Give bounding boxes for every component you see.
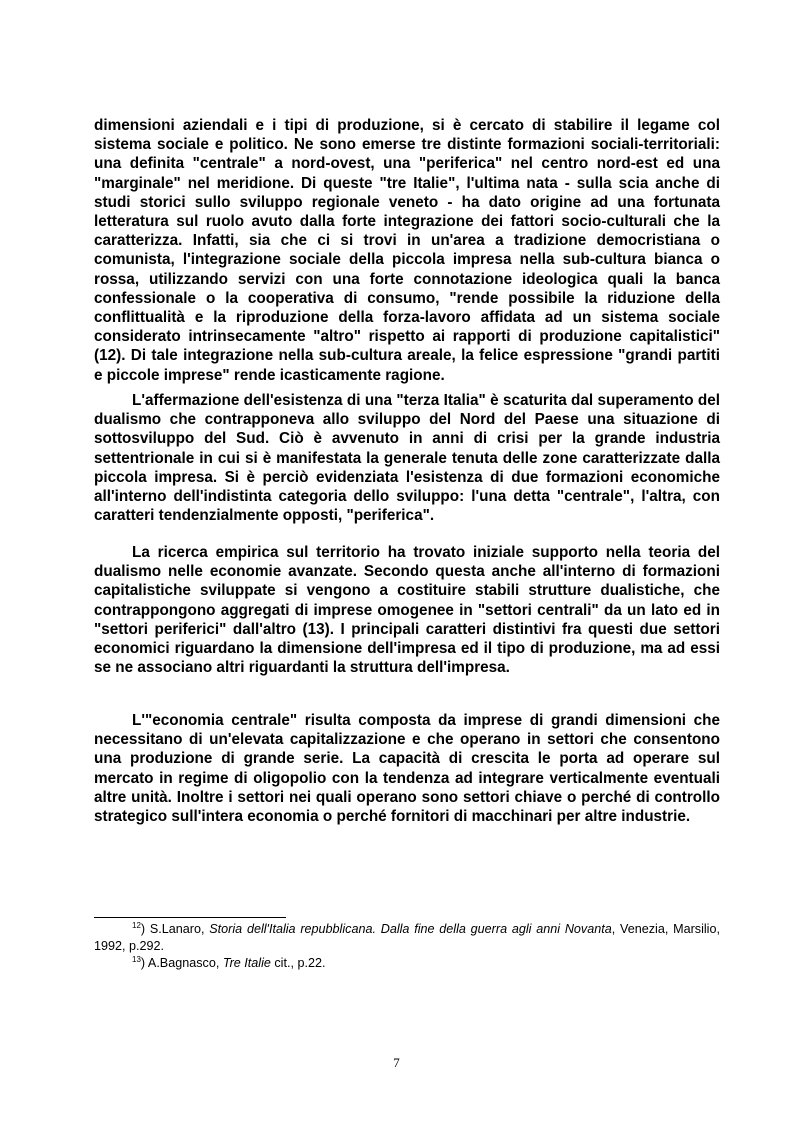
footnote-13 [94, 955, 720, 972]
footnote-12-details: , Venezia, Marsilio, 1992, p.292. [94, 922, 720, 953]
paragraph-4: L'"economia centrale" risulta composta da imprese di grandi dimensioni che necessitano di un'elevata capitalizzazione e che operano in settori che consentono una produzione di grande serie. La capacità di crescita le porta ad operare sul mercato in regime di oligopolio con la tendenza ad integrare verticalmente eventuali altre unità. Inoltre i settori nei quali operano sono settori chiave o perché di controllo strategico sull'intera economia o perché fornitori di macchinari per altre industrie. [94, 712, 720, 826]
footnote-13-details: cit., p.22. [270, 956, 326, 970]
paragraph-1: dimensioni aziendali e i tipi di produzione, si è cercato di stabilire il legame col sistema sociale e politico. Ne sono emerse tre distinte formazioni sociali-territoriali: una definita "centrale" a nord-ovest, una "periferica" nel centro nord-est ed una "marginale" nel meridione. Di queste "tre Italie", l'ultima nata - sulla scia anche di studi storici sullo sviluppo regionale veneto - ha dato origine ad una fortunata letteratura sul ruolo avuto dalla forte integrazione dei fattori socio-culturali che la caratterizza. Infatti, sia che ci si trovi in un'area a tradizione democristiana o comunista, l'integrazione sociale della piccola impresa nella sub-cultura bianca o rossa, utilizzando servizi con una forte connotazione ideologica quali la banca confessionale o la cooperativa di consumo, "rende possibile la riduzione della conflittualità e la riproduzione della forza-lavoro affidata ad un sistema sociale considerato intrinsecamente "altro" rispetto ai rapporti di produzione capitalistici" (12). Di tale integrazione nella sub-cultura areale, la felice espressione "grandi partiti e piccole imprese" rende icasticamente ragione. [94, 117, 720, 384]
footnote-separator [94, 917, 286, 918]
paragraph-3: La ricerca empirica sul territorio ha trovato iniziale supporto nella teoria del dualismo nelle economie avanzate. Secondo questa anche all'interno di formazioni capitalistiche sviluppate si vengono a costituire stabili strutture dualistiche, che contrappongono aggregati di imprese omogenee in "settori centrali" da un lato ed in "settori periferici" dall'altro (13). I principali caratteri distintivi fra questi due settori economici riguardano la dimensione dell'impresa ed il tipo di produzione, ma ad essi se ne associano altri riguardanti la struttura dell'impresa. [94, 544, 720, 677]
page-number: 7 [393, 1055, 400, 1070]
footnote-13-marker: ) [140, 956, 146, 970]
footnote-12-title: Storia dell'Italia repubblicana. Dalla fine della guerra agli anni Novanta [209, 922, 612, 936]
paragraph-2: L'affermazione dell'esistenza di una "terza Italia" è scaturita dal superamento del dualismo che contrapponeva allo sviluppo del Nord del Paese una situazione di sottosviluppo del Sud. Ciò è avvenuto in anni di crisi per la grande industria settentrionale in cui si è manifestata la generale tenuta delle zone caratterizzate dalla piccola impresa. Si è perciò evidenziata l'esistenza di due formazioni economiche all'interno dell'indistinta categoria dello sviluppo: l'una detta "centrale", l'altra, con caratteri tendenzialmente opposti, "periferica". [94, 392, 720, 525]
footnote-12 [94, 921, 720, 955]
footnote-13-number: 13 [132, 955, 141, 964]
footnote-12-marker: ) [140, 922, 146, 936]
footnote-12-author: S.Lanaro, [145, 922, 210, 936]
footnote-13-title: Tre Italie [222, 956, 271, 970]
footnote-12-number: 12 [132, 921, 141, 930]
footnote-13-author: A.Bagnasco, [145, 956, 223, 970]
